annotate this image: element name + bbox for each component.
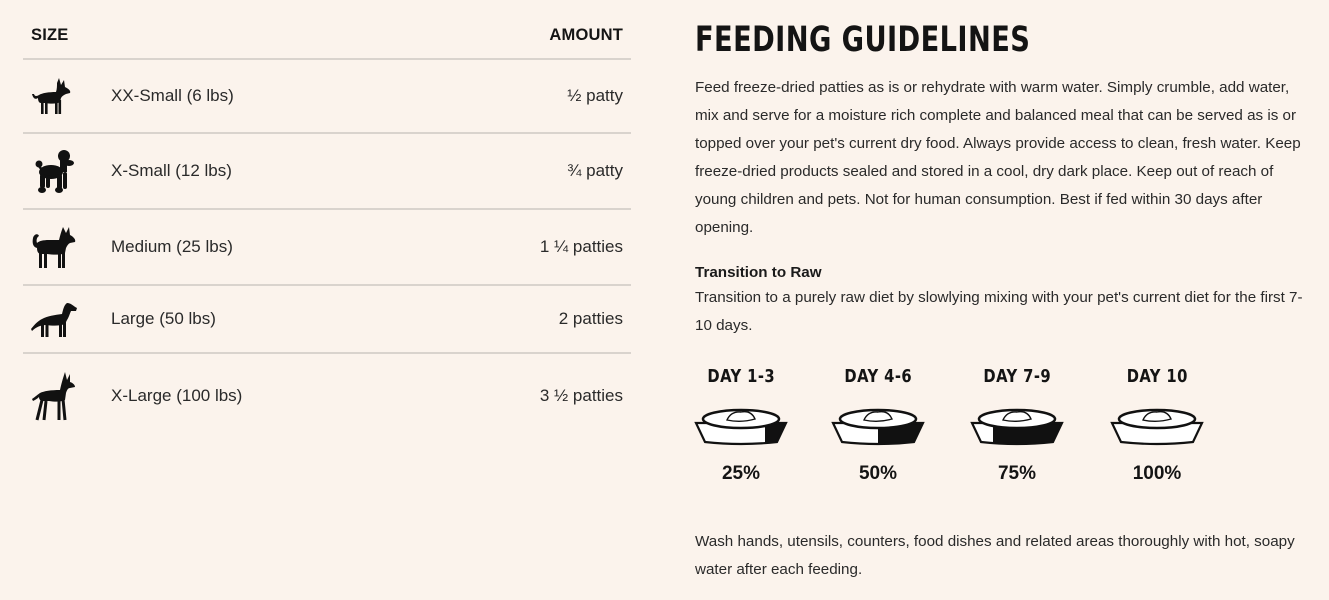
shiba-icon [23, 223, 89, 271]
transition-paragraph: Transition to a purely raw diet by slowlying mixing with your pet's current diet for the first 7-10 days. [695, 289, 1303, 334]
table-row [23, 134, 631, 210]
safety-paragraph: Wash hands, utensils, counters, food dishes and related areas thoroughly with hot, soapy water after each feeding. [695, 533, 1295, 578]
feeding-amount-table [23, 12, 631, 438]
day-label: DAY 4-6 [844, 366, 912, 387]
amount-value: ½ patty [567, 86, 623, 105]
chihuahua-icon [23, 76, 89, 116]
size-column-header: SIZE [31, 25, 69, 44]
table-row [23, 286, 631, 354]
bowl-icon [1109, 405, 1205, 447]
schedule-step [1109, 366, 1205, 485]
percent-label: 25% [721, 463, 761, 484]
amount-column-header: AMOUNT [549, 25, 623, 44]
transition-heading: Transition to Raw [695, 264, 822, 281]
amount-value: 1 ¼ patties [539, 237, 623, 256]
percent-label: 75% [997, 463, 1037, 484]
poodle-icon [23, 148, 89, 194]
amount-value: 2 patties [558, 309, 623, 328]
feeding-guidelines-panel [695, 18, 1307, 584]
schedule-step [830, 366, 926, 485]
schedule-step [693, 366, 789, 485]
page-title: FEEDING GUIDELINES [695, 20, 1031, 60]
day-label: DAY 10 [1126, 366, 1188, 387]
doberman-icon [23, 370, 89, 422]
amount-value: 3 ½ patties [539, 386, 623, 405]
percent-label: 100% [1132, 463, 1182, 484]
table-row [23, 60, 631, 134]
transition-schedule [695, 366, 1307, 506]
bowl-icon [830, 405, 926, 447]
percent-label: 50% [858, 463, 898, 484]
table-row [23, 210, 631, 286]
intro-paragraph: Feed freeze-dried patties as is or rehydrate with warm water. Simply crumble, add water, mix and serve for a moisture rich complete and balanced meal that can be served as is or topped over your pet's current dry food. Always provide access to clean, fresh water. Keep freeze-dried products sealed and stored in a cool, dry dark place. Keep out of reach of young children and pets. Not for human consumption. Best if fed within 30 days after opening. [695, 79, 1301, 236]
retriever-icon [23, 299, 89, 339]
amount-value: ¾ patty [567, 161, 623, 180]
size-label: X-Small (12 lbs) [111, 161, 232, 180]
size-label: XX-Small (6 lbs) [111, 86, 234, 105]
bowl-icon [969, 405, 1065, 447]
table-row [23, 354, 631, 438]
bowl-icon [693, 405, 789, 447]
size-label: Large (50 lbs) [111, 309, 216, 328]
size-label: Medium (25 lbs) [111, 237, 233, 256]
table-header [23, 12, 631, 60]
size-label: X-Large (100 lbs) [111, 386, 243, 405]
day-label: DAY 7-9 [983, 366, 1051, 387]
schedule-step [969, 366, 1065, 485]
day-label: DAY 1-3 [707, 366, 775, 387]
